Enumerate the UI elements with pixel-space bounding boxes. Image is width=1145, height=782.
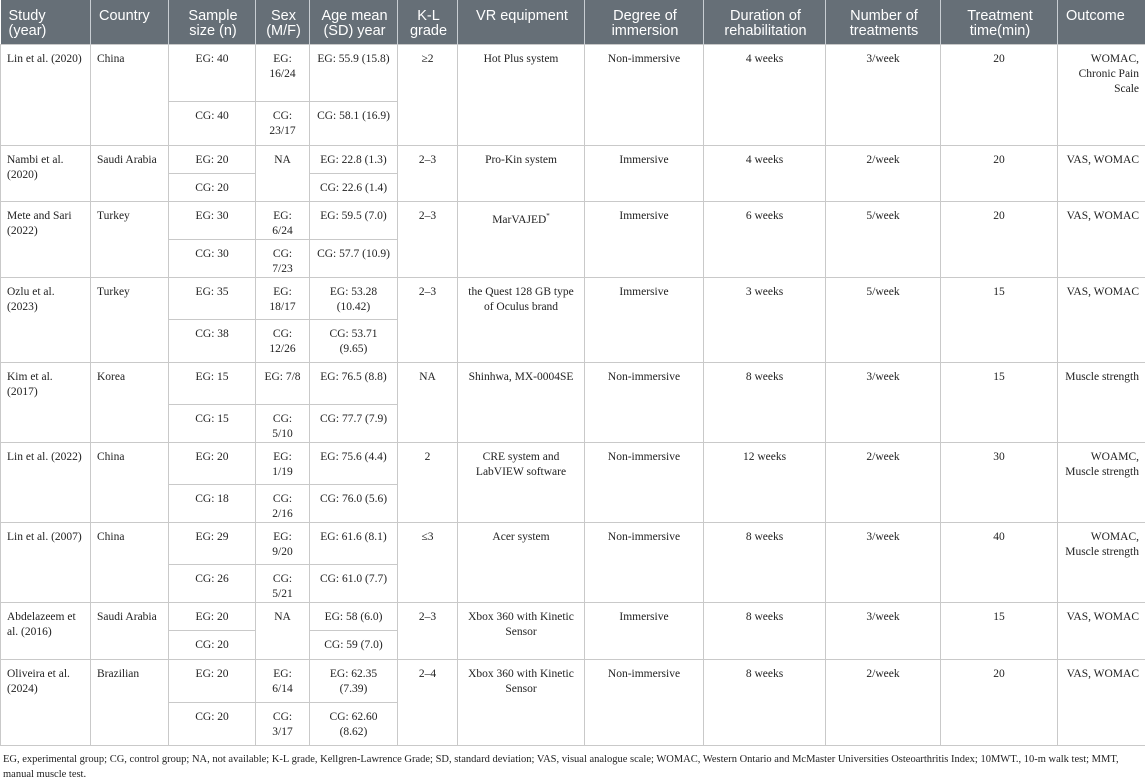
treatments-cell [826,442,941,522]
study-cell-text: Lin et al. (2007) [7,531,82,543]
table-row [1,659,1145,702]
country-cell-text: China [97,53,124,65]
duration-cell-text: 6 weeks [746,210,783,222]
treatment-time-cell-text: 20 [993,154,1005,166]
sex-cell [256,702,310,745]
sex-cell [256,101,310,145]
sample-size-cell-text: CG: 18 [195,493,229,505]
duration-cell [704,145,826,201]
immersion-cell [585,659,704,745]
treatments-cell [826,602,941,659]
treatment-time-cell-text: 30 [993,451,1005,463]
study-cell-text: Kim et al. (2017) [7,371,53,398]
outcome-cell [1058,201,1145,277]
sex-cell-text: EG: 6/14 [272,668,292,695]
table-row [1,442,1145,484]
treatment-time-cell-text: 15 [993,371,1005,383]
vr-equipment-cell [458,659,585,745]
header-sample-size: Sample size (n) [169,0,256,44]
sex-cell-text: CG: 2/16 [272,493,292,520]
sex-cell-text: CG: 3/17 [272,711,292,738]
sample-size-cell [169,44,256,101]
vr-equipment-cell-text: Xbox 360 with Kinetic Sensor [468,611,574,638]
study-cell-text: Ozlu et al. (2023) [7,286,55,313]
header-outcome: Outcome [1058,0,1145,44]
sample-size-cell [169,484,256,522]
sex-cell-text: CG: 5/10 [272,413,292,440]
kl-grade-cell-text: ≤3 [421,531,433,543]
vr-equipment-cell [458,44,585,145]
immersion-cell-text: Immersive [619,210,668,222]
immersion-cell [585,145,704,201]
treatments-cell-text: 3/week [866,371,899,383]
immersion-cell-text: Non-immersive [608,53,680,65]
outcome-cell [1058,362,1145,442]
treatments-cell [826,659,941,745]
age-cell-text: EG: 53.28 (10.42) [330,286,377,313]
age-cell [310,239,398,277]
vr-equipment-cell-text: Acer system [492,531,549,543]
vr-equipment-cell [458,362,585,442]
study-cell [1,201,91,277]
age-cell-text: EG: 62.35 (7.39) [330,668,377,695]
age-cell-text: EG: 75.6 (4.4) [320,451,386,463]
study-cell [1,442,91,522]
sample-size-cell-text: CG: 30 [195,248,229,260]
duration-cell [704,201,826,277]
outcome-cell [1058,442,1145,522]
outcome-cell [1058,602,1145,659]
age-cell [310,101,398,145]
sex-cell [256,145,310,201]
study-cell-text: Nambi et al. (2020) [7,154,64,181]
vr-equipment-cell [458,522,585,602]
immersion-cell [585,201,704,277]
age-cell-text: CG: 76.0 (5.6) [320,493,387,505]
treatment-time-cell [941,602,1058,659]
age-cell [310,362,398,404]
outcome-cell [1058,145,1145,201]
age-cell [310,442,398,484]
country-cell [91,659,169,745]
vr-equipment-cell-text: Hot Plus system [484,53,559,65]
sex-cell [256,602,310,659]
study-cell [1,602,91,659]
sex-cell-text: EG: 16/24 [269,53,295,80]
country-cell-text: Korea [97,371,125,383]
sample-size-cell [169,630,256,659]
sex-cell [256,522,310,564]
age-cell-text: EG: 76.5 (8.8) [320,371,386,383]
sample-size-cell [169,239,256,277]
study-cell-text: Oliveira et al. (2024) [7,668,70,695]
duration-cell [704,362,826,442]
vr-equipment-cell [458,602,585,659]
outcome-cell-text: WOMAC, Chronic Pain Scale [1079,53,1139,95]
sex-cell-text: EG: 18/17 [269,286,295,313]
sample-size-cell [169,442,256,484]
sex-cell-text: EG: 7/8 [264,371,300,383]
immersion-cell-text: Non-immersive [608,371,680,383]
kl-grade-cell-text: 2–3 [419,154,436,166]
sample-size-cell-text: EG: 29 [196,531,229,543]
treatments-cell-text: 2/week [866,451,899,463]
kl-grade-cell-text: ≥2 [421,53,433,65]
sample-size-cell-text: CG: 15 [195,413,229,425]
kl-grade-cell-text: 2–3 [419,286,436,298]
age-cell-text: EG: 58 (6.0) [325,611,383,623]
treatment-time-cell-text: 15 [993,611,1005,623]
treatment-time-cell-text: 20 [993,210,1005,222]
table-row [1,602,1145,630]
sex-cell-text: EG: 1/19 [272,451,292,478]
immersion-cell [585,522,704,602]
duration-cell [704,522,826,602]
table-row [1,362,1145,404]
study-cell [1,659,91,745]
study-cell-text: Abdelazeem et al. (2016) [7,611,76,638]
sex-cell-text: CG: 7/23 [272,248,292,275]
header-country: Country [91,0,169,44]
kl-grade-cell [398,362,458,442]
age-cell [310,564,398,602]
immersion-cell-text: Non-immersive [608,531,680,543]
treatment-time-cell-text: 15 [993,286,1005,298]
sample-size-cell [169,101,256,145]
country-cell [91,362,169,442]
study-cell [1,44,91,145]
treatments-cell [826,145,941,201]
vr-equipment-cell-text: Pro-Kin system [485,154,557,166]
immersion-cell-text: Non-immersive [608,451,680,463]
header-treatments: Number of treatments [826,0,941,44]
duration-cell-text: 4 weeks [746,53,783,65]
age-cell [310,145,398,173]
sex-cell [256,484,310,522]
age-cell-text: CG: 53.71 (9.65) [330,328,378,355]
treatment-time-cell [941,659,1058,745]
kl-grade-cell [398,659,458,745]
immersion-cell-text: Immersive [619,611,668,623]
treatment-time-cell-text: 20 [993,53,1005,65]
kl-grade-cell-text: NA [419,371,436,383]
sample-size-cell [169,277,256,319]
age-cell [310,702,398,745]
sample-size-cell-text: EG: 40 [196,53,229,65]
immersion-cell-text: Non-immersive [608,668,680,680]
outcome-cell-text: Muscle strength [1065,371,1139,383]
outcome-cell [1058,277,1145,362]
outcome-cell [1058,659,1145,745]
sample-size-cell-text: EG: 35 [196,286,229,298]
header-immersion: Degree of immersion [585,0,704,44]
age-cell-text: CG: 58.1 (16.9) [317,110,390,122]
table-row [1,44,1145,101]
age-cell-text: CG: 77.7 (7.9) [320,413,387,425]
duration-cell [704,659,826,745]
country-cell [91,201,169,277]
sample-size-cell-text: CG: 40 [195,110,229,122]
treatments-cell [826,44,941,145]
duration-cell-text: 8 weeks [746,371,783,383]
treatment-time-cell-text: 20 [993,668,1005,680]
kl-grade-cell [398,44,458,145]
table-header-row [1,0,1145,44]
sample-size-cell-text: EG: 20 [196,611,229,623]
sex-cell [256,404,310,442]
outcome-cell-text: WOAMC, Muscle strength [1065,451,1139,478]
study-cell [1,362,91,442]
sex-cell-text: CG: 5/21 [272,573,292,600]
treatments-cell [826,201,941,277]
immersion-cell [585,44,704,145]
sample-size-cell-text: EG: 20 [196,668,229,680]
table-footnote: EG, experimental group; CG, control group; NA, not available; K-L grade, Kellgren-Lawrence Grade; SD, standard deviation; VAS, visual analogue scale; WOMAC, Western Ontario and McMaster Universities Osteoarthritis Index; 10MWT., 10-m walk test; MMT, manual muscle test. [0,746,1145,782]
study-cell-text: Mete and Sari (2022) [7,210,72,237]
table-row [1,522,1145,564]
treatment-time-cell [941,44,1058,145]
age-cell-text: EG: 61.6 (8.1) [320,531,386,543]
table-row [1,201,1145,239]
treatments-cell-text: 3/week [866,531,899,543]
sample-size-cell-text: CG: 20 [195,711,229,723]
age-cell-text: CG: 57.7 (10.9) [317,248,390,260]
sample-size-cell [169,319,256,362]
vr-equipment-cell [458,145,585,201]
treatment-time-cell [941,362,1058,442]
country-cell-text: China [97,451,124,463]
kl-grade-cell [398,201,458,277]
immersion-cell-text: Immersive [619,154,668,166]
study-cell [1,145,91,201]
vr-equipment-cell-text: the Quest 128 GB type of Oculus brand [468,286,573,313]
vr-equipment-cell-text: CRE system and LabVIEW software [476,451,566,478]
kl-grade-cell [398,522,458,602]
vr-equipment-cell-text: Shinhwa, MX-0004SE [469,371,574,383]
country-cell [91,145,169,201]
treatments-cell [826,362,941,442]
sex-cell-text: EG: 9/20 [272,531,292,558]
treatments-cell [826,522,941,602]
age-cell [310,201,398,239]
sex-cell [256,442,310,484]
treatments-cell [826,277,941,362]
age-cell [310,484,398,522]
study-cell-text: Lin et al. (2020) [7,53,82,65]
country-cell-text: Turkey [97,210,130,222]
sample-size-cell [169,602,256,630]
vr-equipment-cell [458,442,585,522]
duration-cell [704,277,826,362]
sex-cell [256,277,310,319]
sex-cell-text: CG: 23/17 [269,110,295,137]
country-cell [91,44,169,145]
sample-size-cell-text: EG: 30 [196,210,229,222]
duration-cell-text: 12 weeks [743,451,786,463]
duration-cell [704,44,826,145]
sample-size-cell [169,404,256,442]
country-cell [91,522,169,602]
sex-cell-text: CG: 12/26 [269,328,295,355]
kl-grade-cell [398,145,458,201]
age-cell-text: CG: 62.60 (8.62) [330,711,378,738]
outcome-cell-text: VAS, WOMAC [1067,611,1139,623]
study-cell-text: Lin et al. (2022) [7,451,82,463]
treatment-time-cell [941,522,1058,602]
treatment-time-cell [941,442,1058,522]
header-study: Study (year) [1,0,91,44]
footnote-marker: * [546,212,550,220]
treatments-cell-text: 2/week [866,154,899,166]
kl-grade-cell-text: 2 [425,451,431,463]
treatments-cell-text: 5/week [866,210,899,222]
sex-cell-text: NA [274,611,291,623]
sample-size-cell [169,201,256,239]
sex-cell [256,201,310,239]
sample-size-cell-text: CG: 20 [195,182,229,194]
immersion-cell [585,602,704,659]
sex-cell [256,362,310,404]
age-cell [310,630,398,659]
age-cell [310,173,398,201]
outcome-cell-text: VAS, WOMAC [1067,286,1139,298]
duration-cell-text: 8 weeks [746,668,783,680]
header-treatment-time: Treatment time(min) [941,0,1058,44]
sample-size-cell [169,659,256,702]
duration-cell-text: 8 weeks [746,531,783,543]
sample-size-cell [169,173,256,201]
treatments-cell-text: 3/week [866,53,899,65]
outcome-cell [1058,522,1145,602]
country-cell [91,277,169,362]
kl-grade-cell [398,277,458,362]
sample-size-cell [169,702,256,745]
header-kl-grade: K-L grade [398,0,458,44]
kl-grade-cell-text: 2–4 [419,668,436,680]
table-row [1,277,1145,319]
country-cell-text: Saudi Arabia [97,611,157,623]
age-cell [310,319,398,362]
sex-cell-text: NA [274,154,291,166]
sample-size-cell [169,362,256,404]
age-cell-text: CG: 61.0 (7.7) [320,573,387,585]
treatment-time-cell [941,145,1058,201]
country-cell-text: Brazilian [97,668,139,680]
age-cell-text: EG: 59.5 (7.0) [320,210,386,222]
age-cell [310,404,398,442]
sample-size-cell-text: CG: 20 [195,639,229,651]
vr-equipment-cell [458,201,585,277]
header-age: Age mean (SD) year [310,0,398,44]
treatment-time-cell [941,277,1058,362]
study-cell [1,522,91,602]
age-cell-text: CG: 59 (7.0) [324,639,382,651]
sample-size-cell [169,145,256,173]
duration-cell [704,442,826,522]
sex-cell [256,564,310,602]
country-cell-text: Turkey [97,286,130,298]
sample-size-cell [169,564,256,602]
duration-cell-text: 4 weeks [746,154,783,166]
age-cell-text: CG: 22.6 (1.4) [320,182,387,194]
duration-cell-text: 8 weeks [746,611,783,623]
sex-cell-text: EG: 6/24 [272,210,292,237]
age-cell-text: EG: 55.9 (15.8) [317,53,389,65]
age-cell [310,522,398,564]
age-cell [310,602,398,630]
outcome-cell-text: VAS, WOMAC [1067,210,1139,222]
sample-size-cell [169,522,256,564]
study-cell [1,277,91,362]
treatment-time-cell-text: 40 [993,531,1005,543]
sample-size-cell-text: EG: 20 [196,154,229,166]
duration-cell-text: 3 weeks [746,286,783,298]
sample-size-cell-text: CG: 38 [195,328,229,340]
sex-cell [256,44,310,101]
age-cell [310,277,398,319]
sample-size-cell-text: EG: 20 [196,451,229,463]
duration-cell [704,602,826,659]
header-duration: Duration of rehabilitation [704,0,826,44]
country-cell [91,442,169,522]
sex-cell [256,239,310,277]
table-row [1,145,1145,173]
age-cell [310,659,398,702]
kl-grade-cell [398,602,458,659]
kl-grade-cell [398,442,458,522]
outcome-cell-text: VAS, WOMAC [1067,154,1139,166]
vr-equipment-cell-text: Xbox 360 with Kinetic Sensor [468,668,574,695]
sample-size-cell-text: CG: 26 [195,573,229,585]
country-cell [91,602,169,659]
header-sex: Sex (M/F) [256,0,310,44]
vr-equipment-cell-text: MarVAJED [492,213,546,225]
treatment-time-cell [941,201,1058,277]
kl-grade-cell-text: 2–3 [419,210,436,222]
outcome-cell [1058,44,1145,145]
country-cell-text: Saudi Arabia [97,154,157,166]
age-cell-text: EG: 22.8 (1.3) [320,154,386,166]
outcome-cell-text: WOMAC, Muscle strength [1065,531,1139,558]
outcome-cell-text: VAS, WOMAC [1067,668,1139,680]
sex-cell [256,659,310,702]
immersion-cell [585,277,704,362]
vr-equipment-cell [458,277,585,362]
immersion-cell [585,362,704,442]
immersion-cell [585,442,704,522]
treatments-cell-text: 3/week [866,611,899,623]
kl-grade-cell-text: 2–3 [419,611,436,623]
age-cell [310,44,398,101]
treatments-cell-text: 2/week [866,668,899,680]
header-vr-equipment: VR equipment [458,0,585,44]
treatments-cell-text: 5/week [866,286,899,298]
sex-cell [256,319,310,362]
table-body [1,44,1145,745]
sample-size-cell-text: EG: 15 [196,371,229,383]
country-cell-text: China [97,531,124,543]
immersion-cell-text: Immersive [619,286,668,298]
